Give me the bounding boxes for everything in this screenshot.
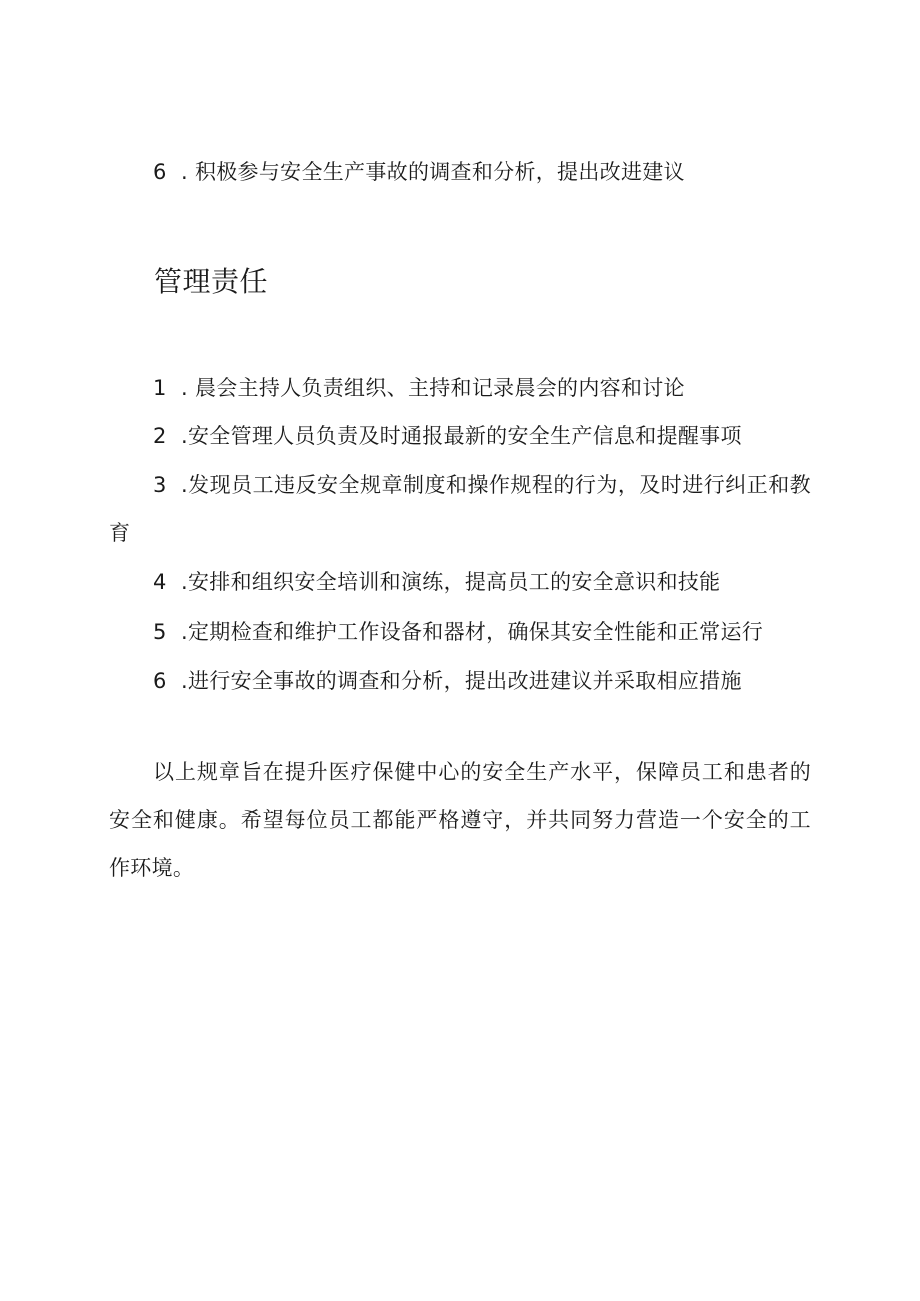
item-text: .发现员工违反安全规章制度和操作规程的行为，及时进行纠正和教育 <box>109 473 811 545</box>
list-item <box>109 461 811 557</box>
list-item <box>109 364 811 412</box>
list-item <box>109 412 811 460</box>
item-text: .进行安全事故的调查和分析，提出改进建议并采取相应措施 <box>181 669 742 693</box>
item-text: .定期检查和维护工作设备和器材，确保其安全性能和正常运行 <box>181 620 764 644</box>
item-text: . 晨会主持人负责组织、主持和记录晨会的内容和讨论 <box>181 376 685 400</box>
list-item <box>109 657 811 705</box>
list-item <box>109 148 811 196</box>
item-text: .安全管理人员负责及时通报最新的安全生产信息和提醒事项 <box>181 424 742 448</box>
item-number: 6 <box>153 160 167 184</box>
item-number: 4 <box>153 570 167 594</box>
item-text: . 积极参与安全生产事故的调查和分析，提出改进建议 <box>181 160 685 184</box>
item-number: 5 <box>153 620 167 644</box>
item-number: 2 <box>153 424 167 448</box>
item-number: 6 <box>153 669 167 693</box>
conclusion-paragraph: 以上规章旨在提升医疗保健中心的安全生产水平，保障员工和患者的安全和健康。希望每位员工都能严格遵守，并共同努力营造一个安全的工作环境。 <box>109 760 811 880</box>
item-number: 1 <box>153 376 167 400</box>
list-item <box>109 558 811 606</box>
item-text: .安排和组织安全培训和演练，提高员工的安全意识和技能 <box>181 570 721 594</box>
list-item <box>109 608 811 656</box>
section-heading: 管理责任 <box>154 265 269 298</box>
item-number: 3 <box>153 473 167 497</box>
